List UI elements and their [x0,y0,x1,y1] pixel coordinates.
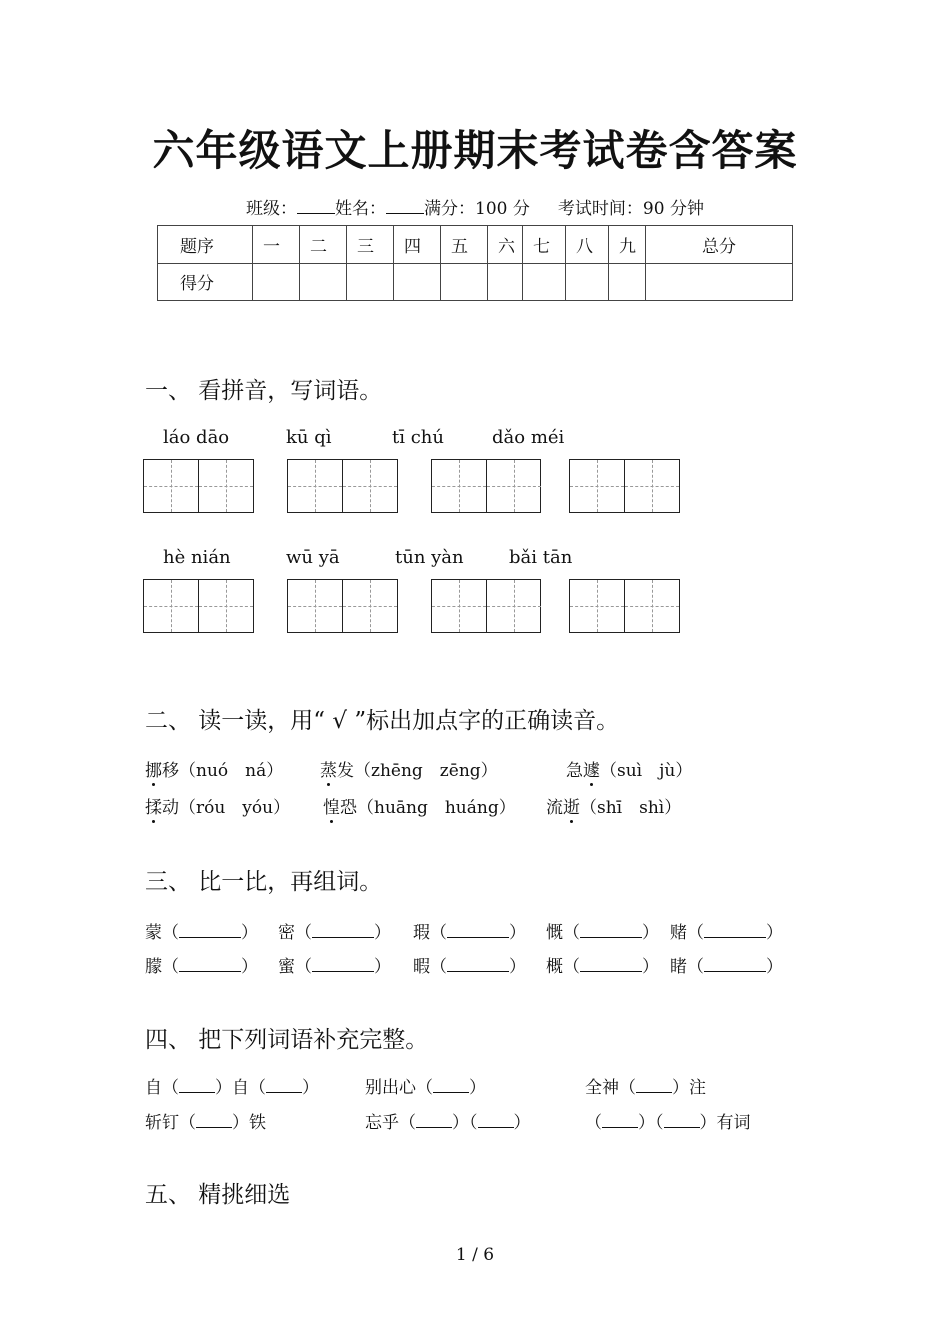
idiom-text: ） [302,1078,319,1098]
paren-close: ） [374,923,391,943]
score-input-cell[interactable] [347,263,394,301]
exam-time: 考试时间：90 分钟 [557,199,704,219]
idiom-text: ）（ [452,1113,478,1133]
pinyin-label: dǎo méi [492,427,565,448]
pronunciation-item[interactable] [323,793,516,818]
answer-blank[interactable] [447,957,509,972]
pinyin-label: bǎi tān [509,547,573,568]
pinyin-label: láo dāo [163,427,230,448]
paren-close: ） [374,957,391,977]
writing-grid[interactable] [431,579,541,633]
paren-close: ） [241,957,258,977]
word-char: 密（ [278,923,312,943]
section-5-heading: 五、 精挑细选 [145,1182,291,1208]
idiom-item[interactable] [145,1073,319,1098]
score-input-cell[interactable] [394,263,441,301]
word-char: 瑕（ [413,923,447,943]
idiom-item[interactable] [365,1073,486,1098]
page-title: 六年级语文上册期末考试卷含答案 [152,126,798,175]
answer-blank[interactable] [704,923,766,938]
score-table [157,225,793,301]
pinyin-label: wū yā [286,547,340,568]
word-item[interactable] [546,952,659,977]
idiom-text: ） [513,1113,531,1133]
page-number: 1 / 6 [455,1245,495,1265]
section-2-heading: 二、 读一读，用“ √ ”标出加点字的正确读音。 [145,708,620,734]
pronunciation-item[interactable] [145,756,283,781]
word-item[interactable] [413,952,526,977]
word-item[interactable] [278,952,391,977]
dotted-char: 遽 [583,756,600,781]
score-input-cell[interactable] [646,263,793,301]
pinyin-label: hè nián [163,547,231,568]
answer-blank[interactable] [580,923,642,938]
answer-blank[interactable] [433,1078,469,1093]
answer-blank[interactable] [704,957,766,972]
word-item[interactable] [278,918,391,943]
idiom-text: 全神（ [585,1078,636,1098]
item-text: 恐（huāng huáng） [340,798,516,818]
score-cell: 二 [300,226,347,264]
word-char: 蒙（ [145,923,179,943]
pronunciation-item[interactable] [546,793,681,818]
paren-close: ） [642,923,659,943]
score-input-cell[interactable] [488,263,523,301]
idiom-text: ）铁 [232,1113,266,1133]
section-4-heading: 四、 把下列词语补充完整。 [145,1027,429,1053]
score-input-cell[interactable] [441,263,488,301]
section-1-heading: 一、 看拼音，写词语。 [145,378,383,404]
score-input-cell[interactable] [609,263,646,301]
word-char: 睹（ [670,957,704,977]
idiom-text: （ [585,1113,602,1133]
answer-blank[interactable] [636,1078,672,1093]
answer-blank[interactable] [179,1078,215,1093]
score-cell: 六 [488,226,523,264]
score-row-label: 得分 [158,263,253,301]
score-cell: 总分 [646,226,793,264]
idiom-text: 别出心（ [365,1078,433,1098]
dotted-char: 惶 [323,793,340,818]
item-text: （shī shì） [580,798,682,818]
item-text: 动（róu yóu） [162,798,291,818]
idiom-text: 忘乎（ [365,1113,416,1133]
writing-grid[interactable] [143,459,254,513]
idiom-text: ）（ [638,1113,664,1133]
score-table-header-row [158,226,793,264]
word-char: 蜜（ [278,957,312,977]
idiom-text: ） [469,1078,486,1098]
score-cell: 题序 [158,226,253,264]
writing-grid[interactable] [287,459,398,513]
score-table-score-row [158,263,793,301]
full-score: 满分：100 分 [424,199,530,219]
dotted-char: 挪 [145,756,162,781]
pronunciation-item[interactable] [145,793,290,818]
writing-grid[interactable] [569,579,680,633]
answer-blank[interactable] [664,1113,700,1128]
idiom-text: 斩钉（ [145,1113,196,1133]
answer-blank[interactable] [179,923,241,938]
score-input-cell[interactable] [253,263,300,301]
dotted-char: 蒸 [320,756,337,781]
word-char: 概（ [546,957,580,977]
word-item[interactable] [546,918,659,943]
writing-grid[interactable] [143,579,254,633]
pinyin-label: tī chú [392,427,444,448]
word-item[interactable] [145,952,258,977]
answer-blank[interactable] [312,957,374,972]
item-text: 急 [566,761,583,781]
writing-grid[interactable] [431,459,541,513]
word-char: 朦（ [145,957,179,977]
score-input-cell[interactable] [523,263,566,301]
paren-close: ） [766,957,783,977]
score-cell: 八 [566,226,609,264]
idiom-text: ）有词 [699,1113,751,1133]
item-text: 发（zhēng zēng） [337,761,498,781]
paren-close: ） [509,923,526,943]
idiom-item[interactable] [145,1108,266,1133]
word-item[interactable] [413,918,526,943]
word-char: 慨（ [546,923,580,943]
answer-blank[interactable] [312,923,374,938]
paren-close: ） [509,957,526,977]
word-item[interactable] [670,918,783,943]
item-text: （suì jù） [600,761,693,781]
item-text: 移（nuó ná） [162,761,284,781]
writing-grid[interactable] [569,459,680,513]
class-label: 班级： [246,199,298,219]
score-cell: 三 [347,226,394,264]
word-char: 赌（ [670,923,704,943]
score-cell: 四 [394,226,441,264]
exam-info-line [0,194,950,219]
score-cell: 一 [253,226,300,264]
dotted-char: 逝 [563,793,580,818]
word-item[interactable] [670,952,783,977]
idiom-item[interactable] [585,1073,706,1098]
answer-blank[interactable] [478,1113,514,1128]
answer-blank[interactable] [196,1113,232,1128]
paren-close: ） [766,923,783,943]
item-text: 流 [546,798,563,818]
answer-blank[interactable] [266,1078,302,1093]
paren-close: ） [241,923,258,943]
dotted-char: 揉 [145,793,162,818]
score-cell: 五 [441,226,488,264]
score-cell: 七 [523,226,566,264]
idiom-item[interactable] [585,1108,751,1133]
answer-blank[interactable] [416,1113,452,1128]
idiom-item[interactable] [365,1108,531,1133]
score-input-cell[interactable] [300,263,347,301]
pinyin-label: kū qì [286,427,332,448]
class-blank[interactable] [297,199,335,214]
section-3-heading: 三、 比一比，再组词。 [145,869,383,895]
writing-grid[interactable] [287,579,398,633]
name-blank[interactable] [386,199,424,214]
answer-blank[interactable] [580,957,642,972]
name-label: 姓名： [335,199,387,219]
answer-blank[interactable] [447,923,509,938]
answer-blank[interactable] [602,1113,638,1128]
paren-close: ） [642,957,659,977]
idiom-text: ）注 [672,1078,706,1098]
pronunciation-item[interactable] [566,756,692,781]
idiom-text: 自（ [145,1078,179,1098]
score-input-cell[interactable] [566,263,609,301]
score-cell: 九 [609,226,646,264]
word-char: 暇（ [413,957,447,977]
pinyin-label: tūn yàn [395,547,464,568]
word-item[interactable] [145,918,258,943]
pronunciation-item[interactable] [320,756,498,781]
idiom-text: ）自（ [215,1078,266,1098]
answer-blank[interactable] [179,957,241,972]
